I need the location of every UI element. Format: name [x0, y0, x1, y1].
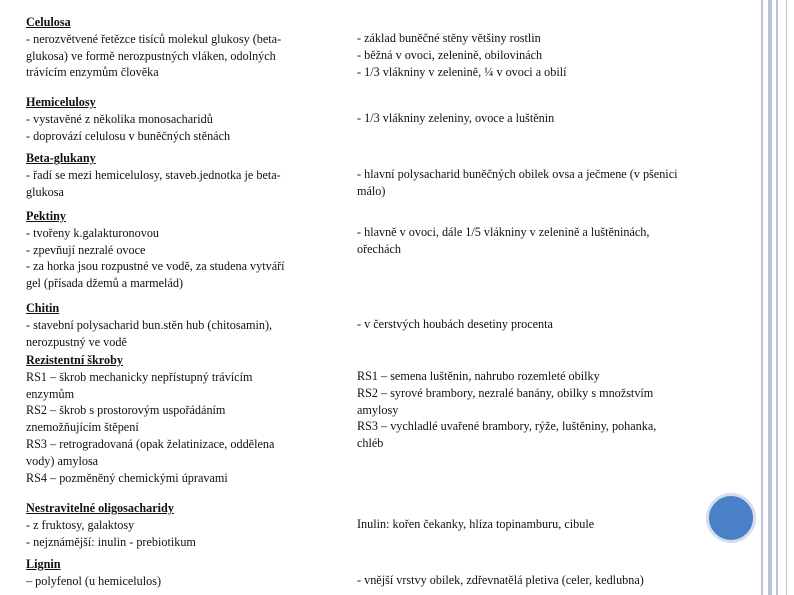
right-line: - 1/3 vlákniny v zelenině, ¼ v ovoci a obilí	[357, 64, 567, 79]
section-title: Rezistentní škroby	[26, 353, 123, 367]
section-title: Lignin	[26, 557, 61, 571]
right-line: - 1/3 vlákniny zeleniny, ovoce a luštěnin	[357, 111, 555, 125]
right-line: amylosy	[357, 402, 399, 417]
section-beta-glukany	[26, 150, 756, 208]
section-title: Beta-glukany	[26, 151, 96, 165]
section-title: Chitin	[26, 301, 60, 315]
section-lignin	[26, 556, 756, 588]
right-line: - základ buněčné stěny většiny rostlin	[357, 31, 541, 45]
right-line: Inulin: kořen čekanky, hlíza topinamburu, cibule	[357, 517, 595, 531]
left-line: glukosa) ve formě nerozpustných vláken, odolných	[26, 48, 276, 63]
left-line: znemožňujícím štěpení	[26, 420, 139, 435]
left-line: - vystavěné z několika monosacharidů	[26, 111, 213, 126]
right-line: ořechách	[357, 241, 401, 256]
right-line: - vnější vrstvy obilek, zdřevnatělá pletiva (celer, kedlubna)	[357, 573, 644, 587]
section-celulosa	[26, 14, 756, 94]
section-chitin	[26, 300, 756, 352]
left-line: - z fruktosy, galaktosy	[26, 517, 135, 532]
section-oligosacharidy	[26, 500, 756, 556]
right-line: RS2 – syrové brambory, nezralé banány, obilky s množstvím	[357, 385, 654, 400]
left-line: - tvořeny k.galakturonovou	[26, 225, 160, 240]
left-line: – polyfenol (u hemicelulos)	[26, 573, 162, 588]
left-line: - za horka jsou rozpustné ve vodě, za studena vytváří	[26, 259, 285, 274]
left-line: - nerozvětvené řetězce tisíců molekul glukosy (beta-	[26, 31, 282, 46]
left-line: nerozpustný ve vodě	[26, 334, 127, 349]
right-line: málo)	[357, 183, 386, 198]
fiber-table	[26, 14, 756, 588]
left-line: RS3 – retrogradovaná (opak želatinizace, oddělena	[26, 436, 275, 451]
section-title: Pektiny	[26, 209, 66, 223]
right-line: - běžná v ovoci, zelenině, obilovinách	[357, 47, 543, 62]
right-line: - hlavně v ovoci, dále 1/5 vlákniny v zelenině a luštěninách,	[357, 225, 650, 239]
right-line: chléb	[357, 436, 384, 451]
left-line: - řadí se mezi hemicelulosy, staveb.jednotka je beta-	[26, 167, 281, 182]
right-line: - v čerstvých houbách desetiny procenta	[357, 317, 553, 331]
right-line: - hlavní polysacharid buněčných obilek ovsa a ječmene (v pšenici	[357, 167, 678, 181]
section-title: Hemicelulosy	[26, 95, 96, 109]
left-line: glukosa	[26, 184, 64, 199]
section-hemicelulosy	[26, 94, 756, 150]
right-line: RS1 – semena luštěnin, nahrubo rozemleté obilky	[357, 369, 600, 383]
section-rezistentni-skroby	[26, 352, 756, 500]
left-line: - zpevňují nezralé ovoce	[26, 242, 146, 257]
border-line-1	[761, 0, 763, 595]
left-line: enzymům	[26, 386, 75, 401]
left-line: trávícím enzymům člověka	[26, 65, 159, 80]
left-line: vody) amylosa	[26, 453, 99, 468]
left-line: gel (přísada džemů a marmelád)	[26, 276, 184, 291]
left-line: - stavební polysacharid bun.stěn hub (chitosamin),	[26, 317, 273, 332]
left-line: RS2 – škrob s prostorovým uspořádáním	[26, 403, 226, 418]
left-line: - doprovází celulosu v buněčných stěnách	[26, 128, 231, 143]
section-title: Celulosa	[26, 15, 71, 29]
section-pektiny	[26, 208, 756, 300]
border-line-4	[786, 0, 787, 595]
left-line: - nejznámější: inulin - prebiotikum	[26, 534, 196, 549]
right-line: RS3 – vychladlé uvařené brambory, rýže, luštěniny, pohanka,	[357, 419, 657, 434]
border-line-3	[776, 0, 778, 595]
left-line: RS4 – pozměněný chemickými úpravami	[26, 470, 228, 485]
section-title: Nestravitelné oligosacharidy	[26, 501, 174, 515]
border-line-2	[768, 0, 772, 595]
left-line: RS1 – škrob mechanicky nepřístupný trávícím	[26, 369, 253, 384]
